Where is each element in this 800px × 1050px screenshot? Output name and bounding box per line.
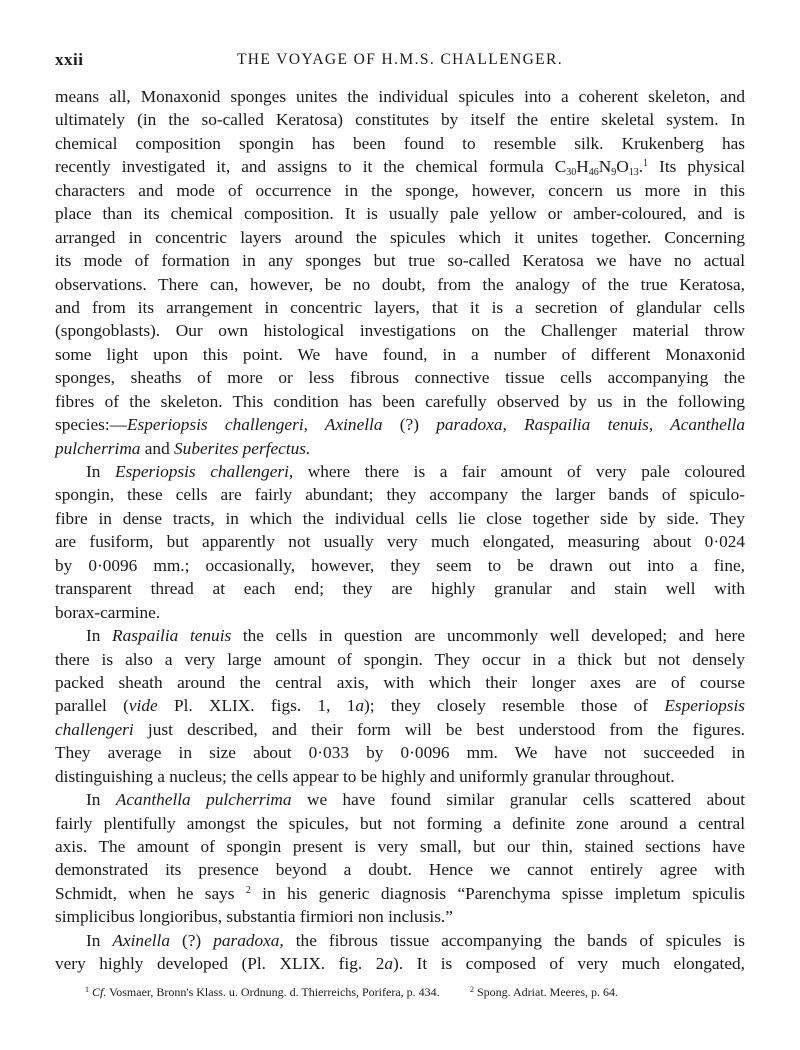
italic-text: Esperiopsis challengeri,	[114, 462, 294, 481]
text: there is also a very large amount of spongin. They occur in a thick but not densely	[55, 649, 745, 669]
text: ). It is composed of very much elongated,	[393, 954, 745, 974]
text-line	[55, 226, 745, 249]
text-line	[55, 882, 745, 905]
text: In	[86, 930, 113, 950]
italic-text: Suberites perfectus.	[174, 438, 311, 458]
text: (?)	[382, 415, 437, 435]
text-line	[55, 460, 745, 483]
text-line	[55, 952, 745, 975]
text: place than its chemical composition. It is usually pale yellow or amber-coloured, and is	[55, 204, 745, 224]
text-line	[55, 85, 745, 108]
text-line	[55, 390, 745, 413]
footnote	[85, 985, 470, 1000]
text: by 0·0096 mm.; occasionally, however, they seem to be drawn out into a fine,	[55, 555, 745, 575]
italic-text: Acanthella pulcherrima	[115, 790, 292, 810]
text: N	[598, 157, 612, 177]
text: where there is a fair amount of very pale coloured	[293, 462, 746, 481]
italic-text: vide	[128, 696, 158, 716]
text: transparent thread at each end; they are highly granular and stain well with	[55, 579, 745, 599]
italic-text: Cf.	[92, 985, 107, 999]
page-header	[55, 50, 745, 74]
paragraph	[55, 788, 745, 929]
text: the fibrous tissue accompanying the bands of spicules is	[283, 930, 745, 950]
text-line	[55, 249, 745, 272]
paragraph	[55, 85, 745, 460]
footnote	[470, 985, 618, 1000]
subscript: 13	[628, 167, 639, 179]
footnotes	[85, 985, 725, 1000]
text-line	[55, 788, 745, 811]
italic-text: Raspailia tenuis	[112, 626, 232, 646]
text: They average in size about 0·033 by 0·0096 mm. We have not succeeded in	[55, 743, 745, 763]
text-line	[55, 296, 745, 319]
text: In	[86, 462, 115, 481]
text: Pl. XLIX. figs. 1, 1	[157, 696, 356, 716]
text-line	[55, 812, 745, 835]
text: species:—	[55, 415, 127, 435]
text: simplicibus longioribus, substantia firmiori non inclusis.”	[55, 907, 453, 927]
text: H	[576, 157, 589, 177]
paragraph	[55, 460, 745, 624]
text: and	[140, 438, 175, 458]
text: some light upon this point. We have found, in a number of different Monaxonid	[55, 344, 745, 364]
body-text	[55, 85, 745, 976]
text: in his generic diagnosis “Parenchyma spisse impletum spiculis	[250, 883, 745, 903]
subscript: 9	[611, 167, 617, 179]
footnote-mark: 2	[470, 985, 474, 994]
text: Schmidt, when he says	[55, 883, 246, 903]
text: fibres of the skeleton. This condition has been carefully observed by us in the following	[55, 391, 745, 411]
text: (?)	[170, 930, 214, 950]
text-line	[55, 648, 745, 671]
text: Spong. Adriat. Meeres, p. 64.	[477, 985, 618, 999]
paragraph	[55, 624, 745, 788]
footnote-ref: 2	[245, 884, 251, 896]
page-number: xxii	[55, 50, 84, 69]
text-line	[55, 905, 745, 928]
text: packed sheath around the central axis, with which their longer axes are of course	[55, 672, 745, 692]
text: spongin, these cells are fairly abundant; they accompany the larger bands of spiculo-	[55, 485, 745, 505]
italic-text: Axinella	[112, 930, 170, 950]
text-line	[55, 577, 745, 600]
text: ultimately (in the so-called Keratosa) constitutes by itself the entire skeletal system. In	[55, 110, 745, 130]
text: demonstrated its presence beyond a doubt. Hence we cannot entirely agree with	[55, 860, 745, 880]
italic-text: paradoxa, Raspailia tenuis, Acanthella	[436, 415, 746, 435]
text: In	[86, 626, 113, 646]
text: O	[616, 157, 629, 177]
text-line	[55, 413, 745, 436]
text: parallel (	[55, 696, 129, 716]
italic-text: paradoxa,	[213, 930, 284, 950]
text-line	[55, 929, 745, 952]
text-line	[55, 835, 745, 858]
text: ); they closely resemble those of	[364, 696, 665, 716]
text-line	[55, 319, 745, 342]
text: the cells in question are uncommonly well developed; and here	[231, 626, 745, 646]
text-line	[55, 483, 745, 506]
text-line	[55, 671, 745, 694]
text-line	[55, 601, 745, 624]
footnote-mark: 1	[85, 985, 89, 994]
italic-text: a	[355, 696, 364, 716]
text: just described, and their form will be best understood from the figures.	[133, 719, 745, 739]
text: chemical composition spongin has been found to resemble silk. Krukenberg has	[55, 133, 745, 153]
text: its mode of formation in any sponges but true so-called Keratosa we have no actual	[55, 251, 745, 271]
text-line	[55, 132, 745, 155]
italic-text: challengeri	[55, 719, 134, 739]
text: recently investigated it, and assigns to it the chemical formula C	[55, 157, 567, 177]
text: means all, Monaxonid sponges unites the individual spicules into a coherent skeleton, and	[55, 87, 745, 106]
text-line	[55, 624, 745, 647]
text-line	[55, 858, 745, 881]
text-line	[55, 437, 745, 460]
text-line	[55, 530, 745, 553]
text: Its physical	[648, 157, 745, 177]
text: observations. There can, however, be no doubt, from the analogy of the true Keratosa,	[55, 274, 745, 294]
footnote-ref: 1	[643, 158, 649, 170]
text-line	[55, 554, 745, 577]
text: (spongoblasts). Our own histological investigations on the Challenger material throw	[55, 321, 745, 341]
text: fibre in dense tracts, in which the individual cells lie close together side by side. They	[55, 508, 745, 528]
italic-text: pulcherrima	[55, 438, 141, 458]
text-line	[55, 366, 745, 389]
text: borax-carmine.	[55, 602, 161, 622]
text: and from its arrangement in concentric layers, that it is a secretion of glandular cells	[55, 297, 745, 317]
text-line	[55, 765, 745, 788]
text: are fusiform, but apparently not usually very much elongated, measuring about 0·024	[55, 532, 745, 552]
text: Vosmaer, Bronn's Klass. u. Ordnung. d. Thierreichs, Porifera, p. 434.	[106, 985, 440, 999]
running-title: THE VOYAGE OF H.M.S. CHALLENGER.	[236, 51, 564, 68]
text: distinguishing a nucleus; the cells appear to be highly and uniformly granular throughout.	[55, 766, 675, 786]
text: In	[86, 790, 116, 810]
italic-text: a	[384, 954, 393, 974]
text-line	[55, 694, 745, 717]
subscript: 46	[588, 167, 599, 179]
subscript: 30	[566, 167, 577, 179]
text-line	[55, 108, 745, 131]
paragraph	[55, 929, 745, 976]
text-line	[55, 343, 745, 366]
italic-text: Esperiopsis	[664, 696, 745, 716]
text-line	[55, 202, 745, 225]
text-line	[55, 741, 745, 764]
text-line	[55, 507, 745, 530]
text: fairly plentifully amongst the spicules, but not forming a definite zone around a central	[55, 813, 745, 833]
italic-text: Esperiopsis challengeri, Axinella	[127, 415, 383, 435]
text: .	[638, 157, 644, 177]
text: very highly developed (Pl. XLIX. fig. 2	[55, 954, 385, 974]
text-line	[55, 718, 745, 741]
text: arranged in concentric layers around the spicules which it unites together. Concerning	[55, 227, 745, 247]
text: axis. The amount of spongin present is very small, but our thin, stained sections have	[55, 837, 745, 856]
text: we have found similar granular cells scattered about	[291, 790, 746, 810]
text: sponges, sheaths of more or less fibrous connective tissue cells accompanying the	[55, 368, 745, 388]
text-line	[55, 273, 745, 296]
text: characters and mode of occurrence in the sponge, however, concern us more in this	[55, 180, 745, 200]
text-line	[55, 179, 745, 202]
text-line	[55, 155, 745, 178]
